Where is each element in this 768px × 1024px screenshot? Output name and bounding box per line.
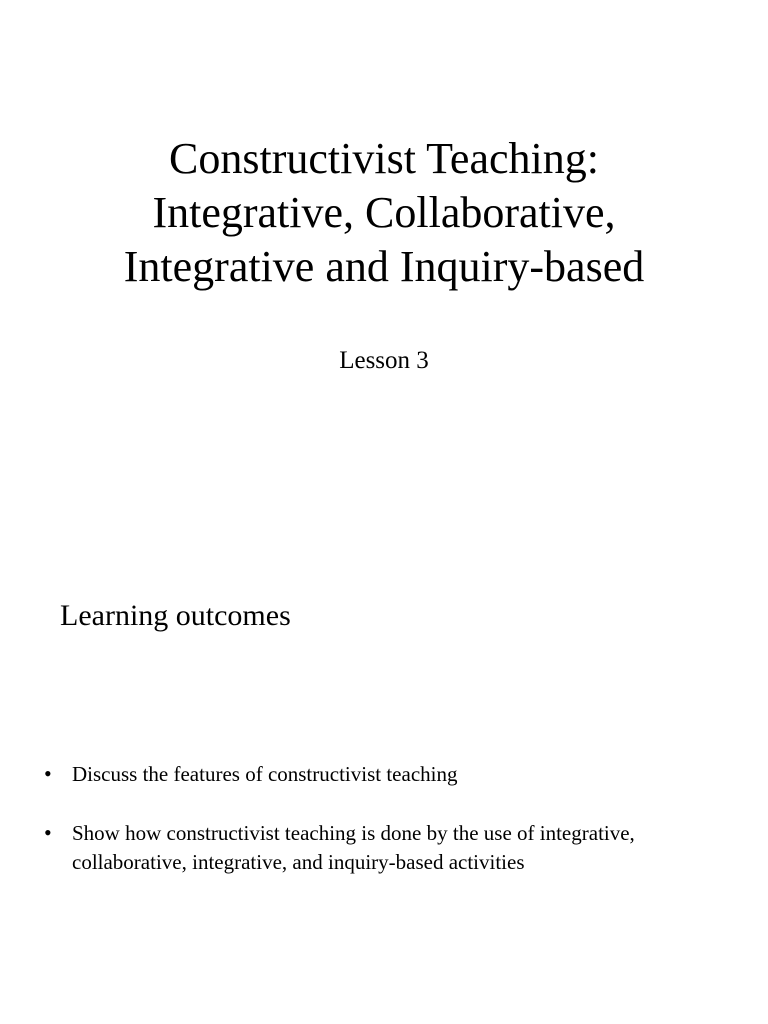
outcome-text: Show how constructivist teaching is done by the use of integrative, collaborative, integrative, and inquiry-based activities (72, 821, 635, 874)
lesson-subtitle: Lesson 3 (339, 347, 429, 374)
outcome-item-1 (40, 760, 680, 789)
slide-title (0, 132, 768, 294)
title-line-2: Integrative, Collaborative, (152, 188, 616, 237)
bullet-icon: • (44, 761, 52, 786)
outcomes-list (40, 760, 680, 907)
learning-outcomes-heading: Learning outcomes (60, 599, 291, 632)
bullet-icon: • (44, 820, 52, 845)
title-line-3: Integrative and Inquiry-based (123, 242, 645, 291)
learning-outcomes-slide (0, 512, 768, 1024)
outcome-text: Discuss the features of constructivist teaching (72, 762, 458, 786)
title-line-1: Constructivist Teaching: (169, 134, 599, 183)
outcome-item-2 (40, 819, 680, 877)
